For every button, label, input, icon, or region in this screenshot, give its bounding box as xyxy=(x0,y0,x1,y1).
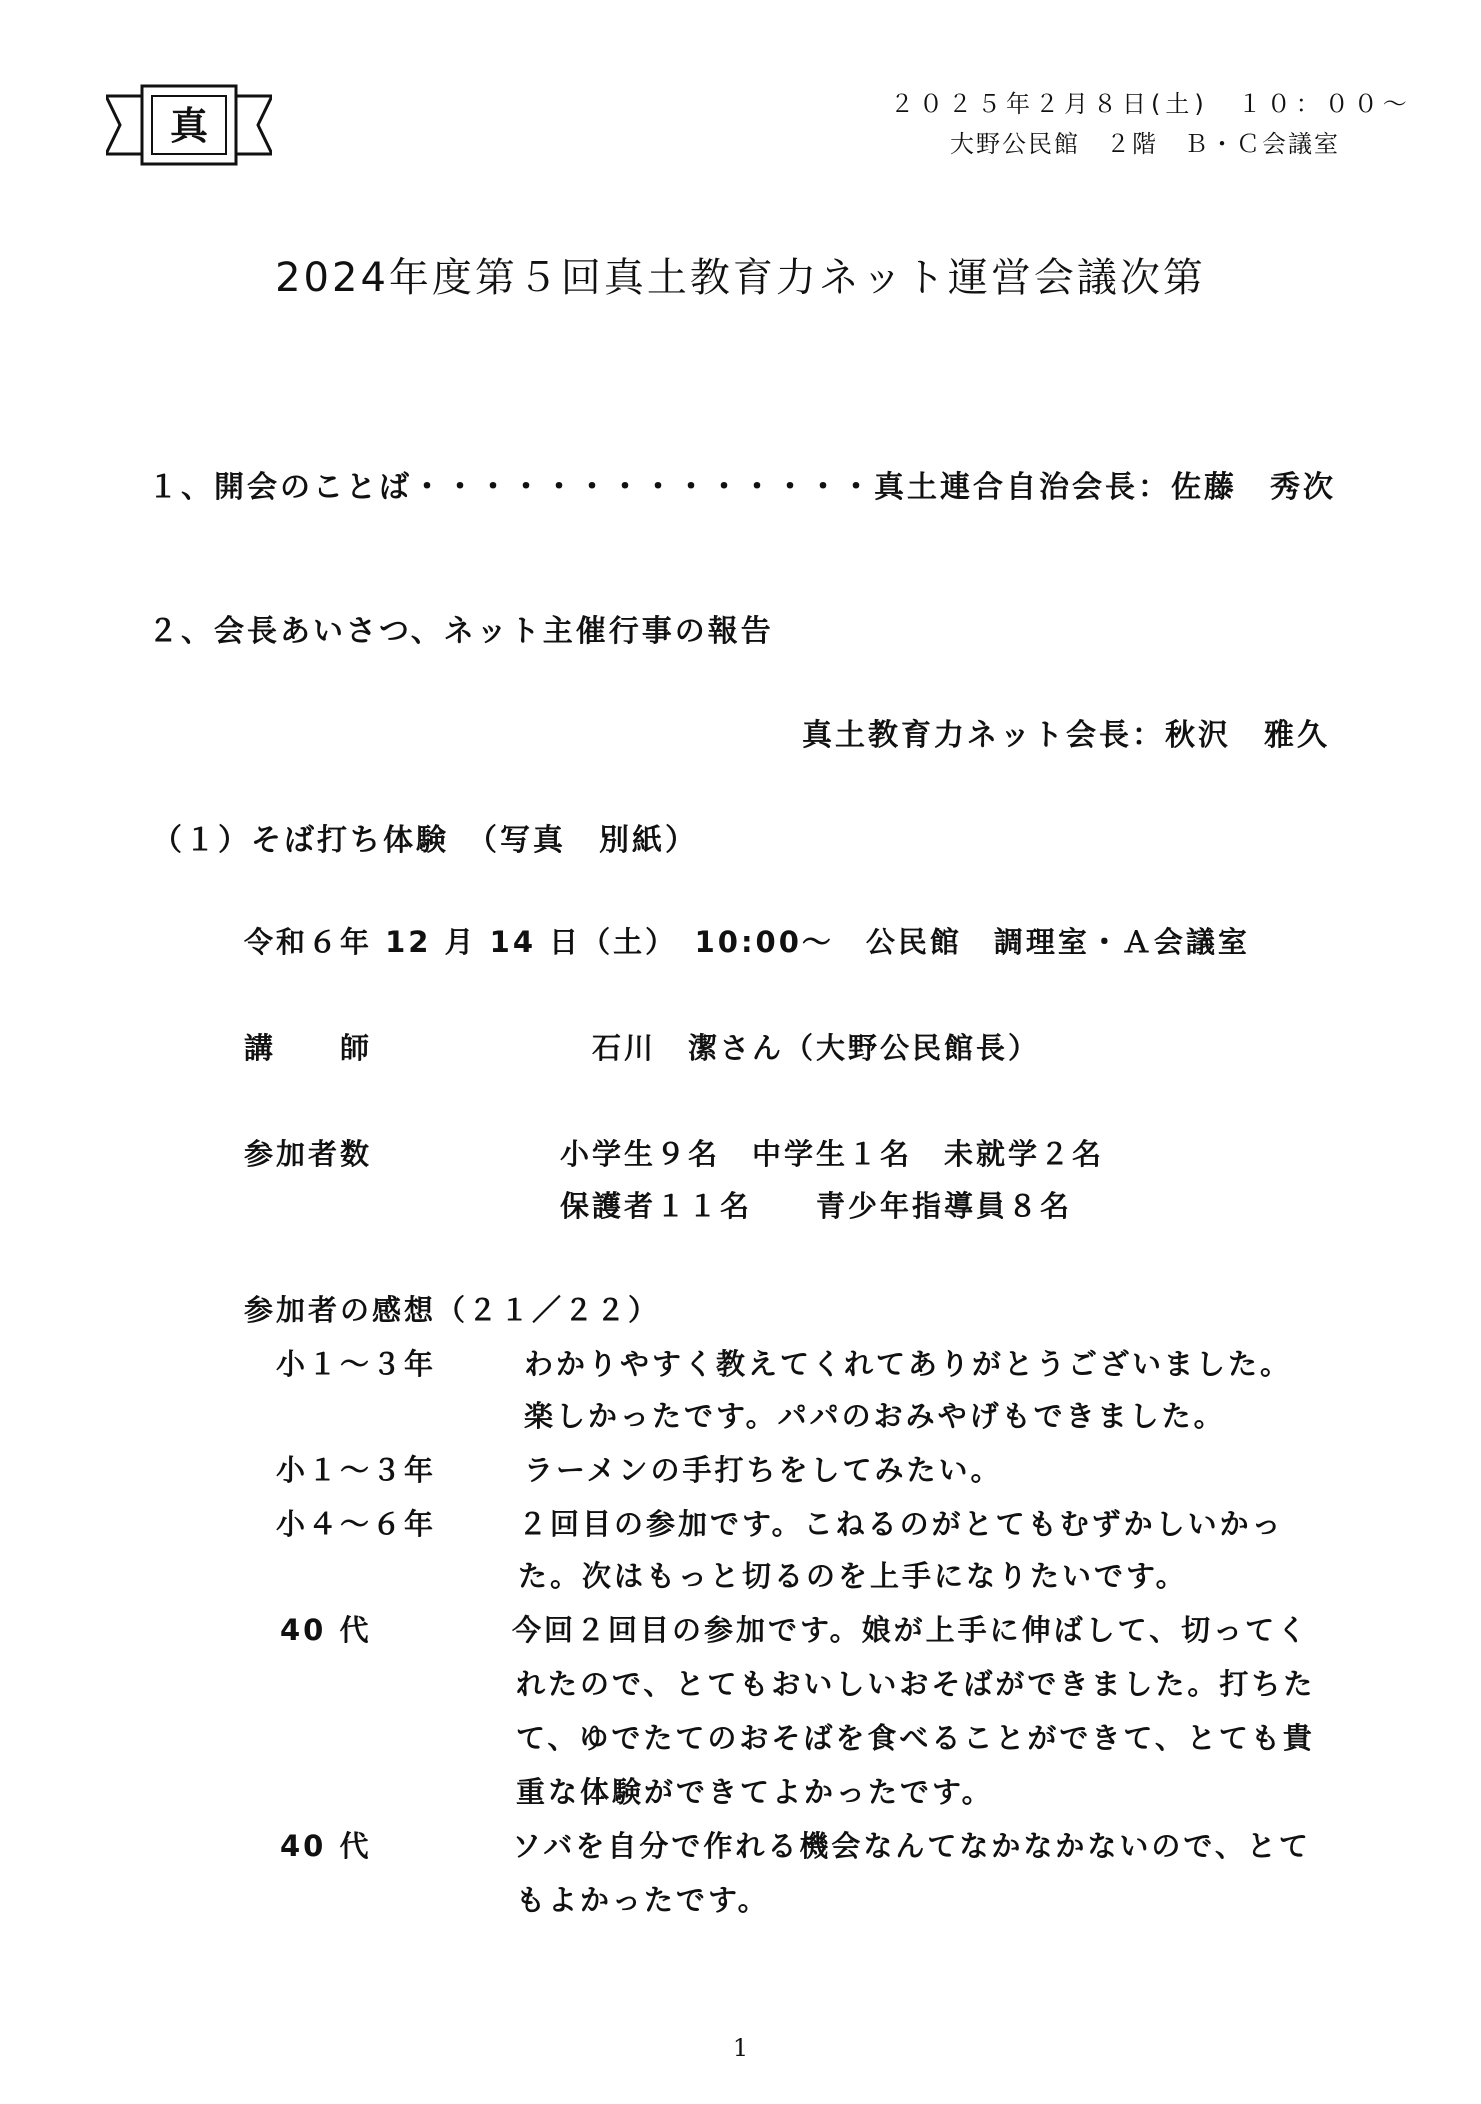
impression-who: 40 代 xyxy=(280,1829,372,1863)
impression-line: れたので、とてもおいしいおそばができました。打ちた xyxy=(516,1667,1316,1701)
page-number: 1 xyxy=(732,2034,749,2062)
lecturer-value: 石川 潔さん（大野公民館長） xyxy=(592,1031,1041,1065)
participants-line2: 保護者１１名 青少年指導員８名 xyxy=(560,1189,1073,1223)
impression-line: ラーメンの手打ちをしてみたい。 xyxy=(524,1453,1003,1487)
meeting-venue: 大野公民館 ２階 Ｂ・Ｃ会議室 xyxy=(950,130,1340,158)
meeting-date: ２０２５年２月８日(土) １０：００～ xyxy=(890,90,1412,118)
impression-line: ２回目の参加です。こねるのがとてもむずかしいかっ xyxy=(518,1507,1284,1541)
impression-line: もよかったです。 xyxy=(516,1883,770,1917)
participants-line1: 小学生９名 中学生１名 未就学２名 xyxy=(560,1137,1105,1171)
opening-speaker: 真土連合自治会長：佐藤 秀次 xyxy=(874,470,1336,505)
greeting-speaker: 真土教育力ネット会長：秋沢 雅久 xyxy=(802,718,1330,753)
impression-line: て、ゆでたてのおそばを食べることができて、とても貴 xyxy=(516,1721,1315,1755)
event-datetime: 令和６年 12 月 14 日（土） 10:00～ 公民館 調理室・Ａ会議室 xyxy=(244,925,1250,959)
impression-line: ソバを自分で作れる機会なんてなかなかないので、とて xyxy=(512,1829,1311,1863)
impression-line: た。次はもっと切るのを上手になりたいです。 xyxy=(518,1559,1188,1593)
impression-line: 今回２回目の参加です。娘が上手に伸ばして、切ってく xyxy=(512,1613,1310,1647)
impressions-heading: 参加者の感想（２１／２２） xyxy=(244,1293,661,1327)
impression-who: 小１～３年 xyxy=(276,1347,437,1381)
impression-who: 小１～３年 xyxy=(276,1453,437,1487)
logo-char: 真 xyxy=(169,104,208,148)
impression-who: 小４～６年 xyxy=(276,1507,437,1541)
participants-label: 参加者数 xyxy=(244,1137,373,1171)
impression-line: 重な体験ができてよかったです。 xyxy=(516,1775,994,1809)
lecturer-label: 講 師 xyxy=(244,1031,373,1065)
event-heading: （１）そば打ち体験 （写真 別紙） xyxy=(152,823,698,858)
opening-label: １、開会のことば・・・・・・・・・・・・・・ xyxy=(148,470,874,505)
impression-line: わかりやすく教えてくれてありがとうございました。 xyxy=(524,1347,1293,1381)
document-title: 2024年度第５回真土教育力ネット運営会議次第 xyxy=(275,255,1206,301)
impression-line: 楽しかったです。パパのおみやげもできました。 xyxy=(524,1399,1226,1433)
impression-who: 40 代 xyxy=(280,1613,372,1647)
greeting-heading: ２、会長あいさつ、ネット主催行事の報告 xyxy=(148,614,774,649)
logo-stamp xyxy=(106,82,272,168)
